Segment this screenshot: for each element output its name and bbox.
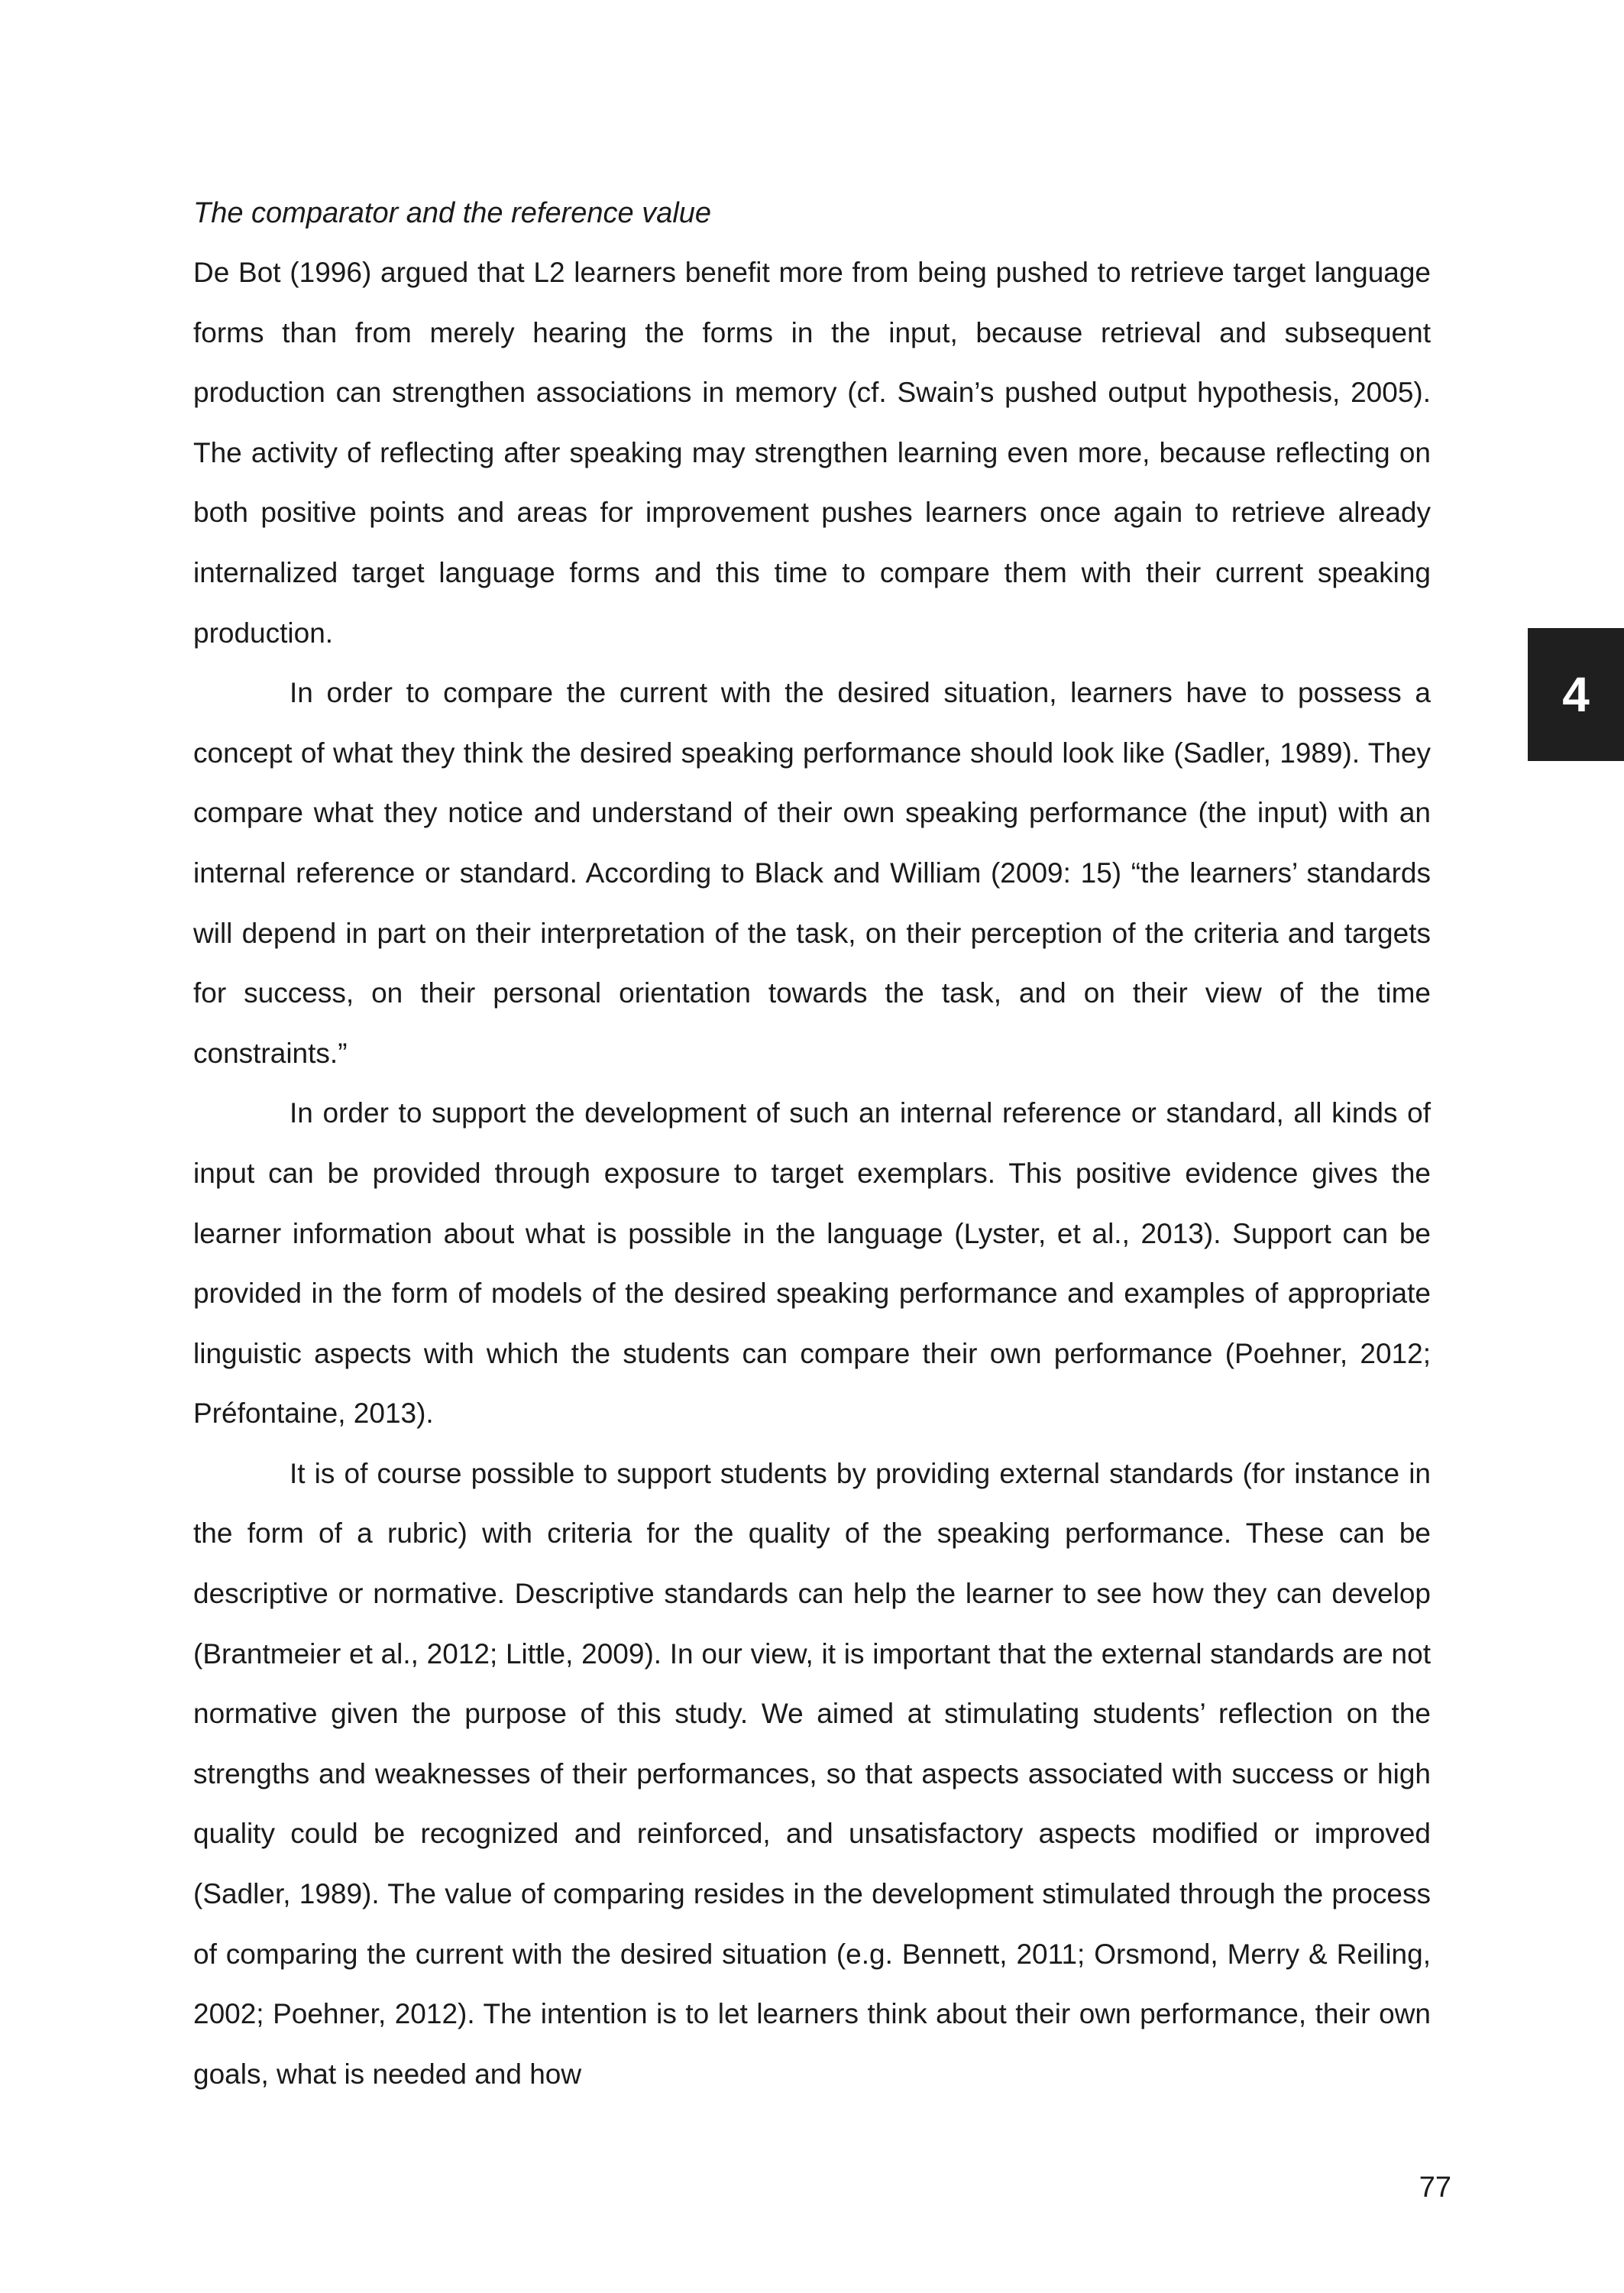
page-number: 77 — [1419, 2172, 1451, 2204]
paragraph-1: De Bot (1996) argued that L2 learners benefit more from being pushed to retrieve target language forms than from merely hearing the forms in the input, because retrieval and subsequent production can strengthen associations in memory (cf. Swain’s pushed output hypothesis, 2005). The activity of reflecting after speaking may strengthen learning even more, because reflecting on both positive points and areas for improvement pushes learners once again to retrieve already internalized target language forms and this time to compare them with their current speaking production. — [193, 257, 1431, 649]
paragraph-4: It is of course possible to support students by providing external standards (for instance in the form of a rubric) with criteria for the quality of the speaking performance. These can be descriptive or normative. Descriptive standards can help the learner to see how they can develop (Brantmeier et al., 2012; Little, 2009). In our view, it is important that the external standards are not normative given the purpose of this study. We aimed at stimulating students’ reflection on the strengths and weaknesses of their performances, so that aspects associated with success or high quality could be recognized and reinforced, and unsatisfactory aspects modified or improved (Sadler, 1989). The value of comparing resides in the development stimulated through the process of comparing the current with the desired situation (e.g. Bennett, 2011; Orsmond, Merry & Reiling, 2002; Poehner, 2012). The intention is to let learners think about their own performance, their own goals, what is needed and how — [193, 1457, 1431, 2090]
page-body — [193, 183, 1431, 2104]
chapter-tab: 4 — [1528, 628, 1624, 761]
paragraph-3: In order to support the development of such an internal reference or standard, all kinds of input can be provided through exposure to target exemplars. This positive evidence gives the learner information about what is possible in the language (Lyster, et al., 2013). Support can be provided in the form of models of the desired speaking performance and examples of appropriate linguistic aspects with which the students can compare their own performance (Poehner, 2012; Préfontaine, 2013). — [193, 1097, 1431, 1430]
paragraph-2: In order to compare the current with the desired situation, learners have to possess a concept of what they think the desired speaking performance should look like (Sadler, 1989). They compare what they notice and understand of their own speaking performance (the input) with an internal reference or standard. According to Black and William (2009: 15) “the learners’ standards will depend in part on their interpretation of the task, on their perception of the criteria and targets for success, on their personal orientation towards the task, and on their view of the time constraints.” — [193, 677, 1431, 1069]
section-heading: The comparator and the reference value — [193, 197, 712, 229]
